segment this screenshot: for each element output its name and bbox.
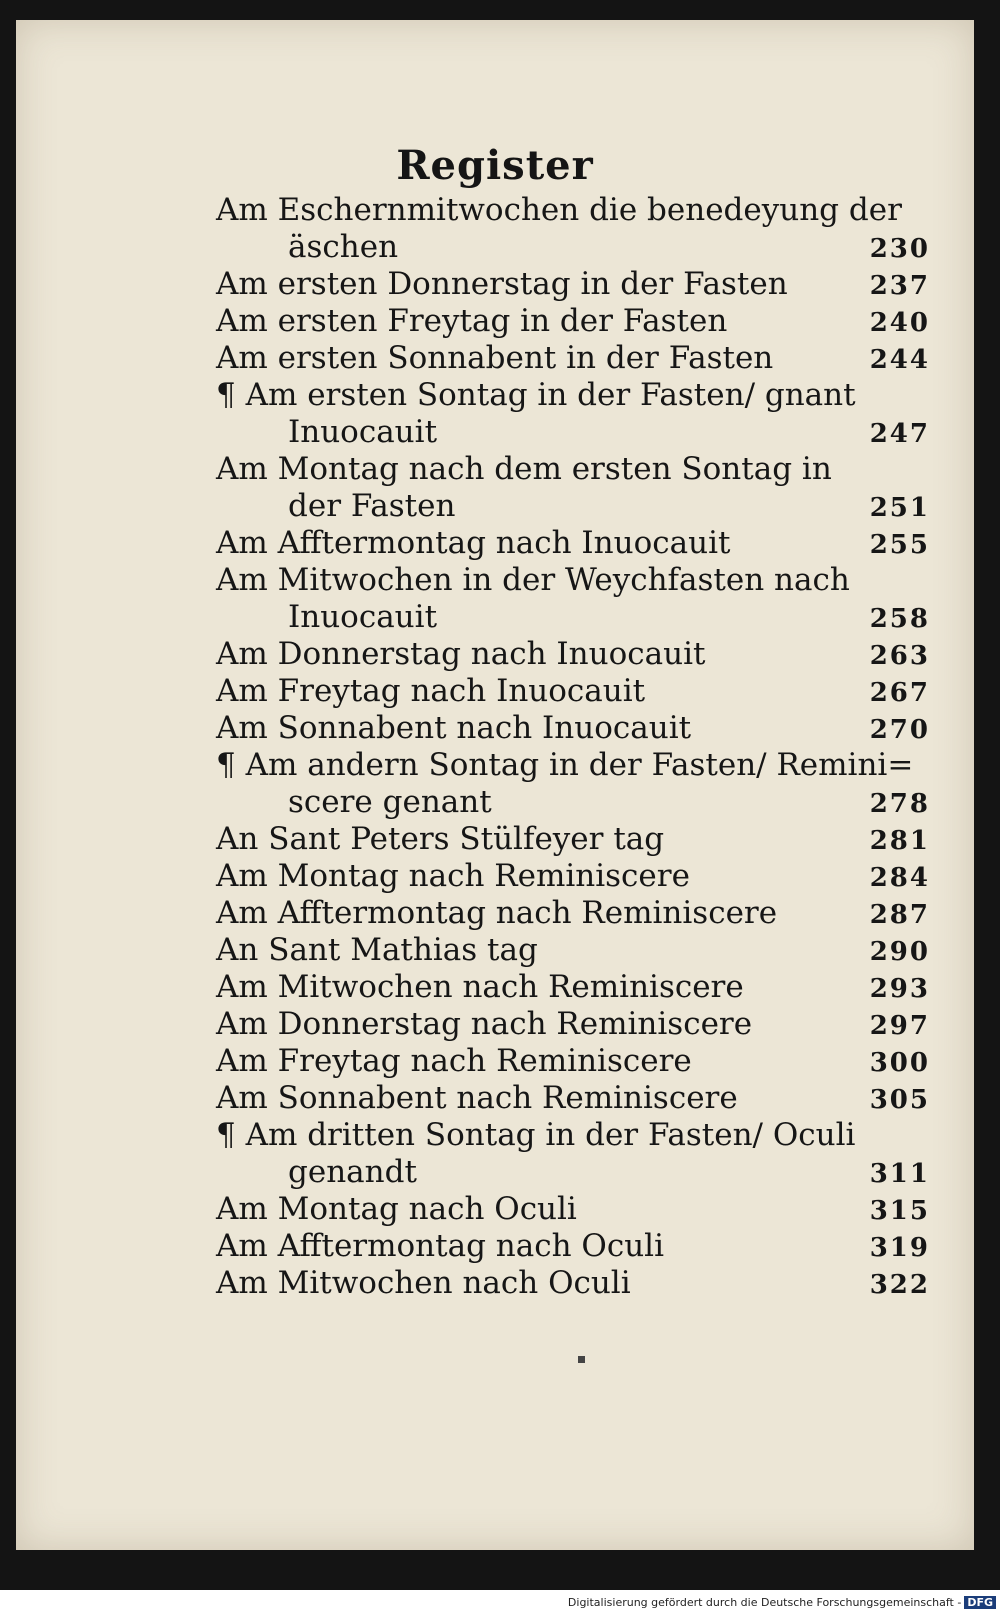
entry-page-number: 278 bbox=[869, 789, 930, 819]
entry-title: Am Mitwochen nach Oculi bbox=[216, 1265, 631, 1301]
register-entry bbox=[216, 377, 956, 451]
entry-page-number: 305 bbox=[869, 1085, 930, 1115]
register-entry bbox=[216, 1080, 956, 1117]
ink-dot bbox=[578, 1356, 585, 1363]
register-entry bbox=[216, 340, 956, 377]
register-entry bbox=[216, 1043, 956, 1080]
register-entry bbox=[216, 1265, 956, 1302]
register-entry bbox=[216, 451, 956, 525]
entry-title: Am Sonnabent nach Reminiscere bbox=[216, 1080, 738, 1116]
entry-page-number: 311 bbox=[869, 1159, 930, 1189]
register-entry bbox=[216, 192, 956, 266]
entry-title-continuation: Inuocauit bbox=[288, 599, 438, 635]
entry-page-number: 263 bbox=[869, 641, 930, 671]
register-entry bbox=[216, 673, 956, 710]
register-entry bbox=[216, 636, 956, 673]
entry-page-number: 322 bbox=[869, 1270, 930, 1300]
entry-title: Am Freytag nach Inuocauit bbox=[216, 673, 646, 709]
register-entry bbox=[216, 1191, 956, 1228]
digitization-credit bbox=[568, 1596, 996, 1609]
entry-page-number: 290 bbox=[869, 937, 930, 967]
register-entry bbox=[216, 1006, 956, 1043]
entry-title: Am Afftermontag nach Inuocauit bbox=[216, 525, 731, 561]
entry-title: ¶ Am dritten Sontag in der Fasten/ Oculi bbox=[216, 1117, 856, 1153]
register-entry bbox=[216, 858, 956, 895]
entry-title: Am ersten Sonnabent in der Fasten bbox=[216, 340, 774, 376]
entry-title: Am Montag nach Reminiscere bbox=[216, 858, 690, 894]
entry-page-number: 258 bbox=[869, 604, 930, 634]
register-entry bbox=[216, 562, 956, 636]
entry-title: An Sant Peters Stülfeyer tag bbox=[216, 821, 665, 857]
entry-page-number: 267 bbox=[869, 678, 930, 708]
entry-title: Am Eschernmitwochen die benedeyung der bbox=[216, 192, 902, 228]
register-heading: Register bbox=[396, 142, 594, 189]
register-entry-list bbox=[216, 192, 956, 1302]
register-entry bbox=[216, 710, 956, 747]
register-entry bbox=[216, 747, 956, 821]
register-entry bbox=[216, 821, 956, 858]
entry-page-number: 281 bbox=[869, 826, 930, 856]
entry-title: Am Montag nach dem ersten Sontag in bbox=[216, 451, 832, 487]
entry-title: Am ersten Donnerstag in der Fasten bbox=[216, 266, 788, 302]
entry-title-continuation: scere genant bbox=[288, 784, 492, 820]
entry-title: Am Sonnabent nach Inuocauit bbox=[216, 710, 692, 746]
entry-title: An Sant Mathias tag bbox=[216, 932, 538, 968]
register-entry bbox=[216, 1228, 956, 1265]
register-entry bbox=[216, 969, 956, 1006]
entry-title: Am Donnerstag nach Inuocauit bbox=[216, 636, 706, 672]
entry-title-continuation: Inuocauit bbox=[288, 414, 438, 450]
entry-page-number: 244 bbox=[869, 345, 930, 375]
credit-text: Digitalisierung gefördert durch die Deutsche Forschungsgemeinschaft - bbox=[567, 1596, 962, 1609]
entry-title: Am Mitwochen in der Weychfasten nach bbox=[216, 562, 850, 598]
register-entry bbox=[216, 1117, 956, 1191]
entry-page-number: 297 bbox=[869, 1011, 930, 1041]
entry-title: ¶ Am andern Sontag in der Fasten/ Remini= bbox=[216, 747, 914, 783]
entry-page-number: 237 bbox=[869, 271, 930, 301]
entry-page-number: 270 bbox=[869, 715, 930, 745]
entry-page-number: 287 bbox=[869, 900, 930, 930]
entry-page-number: 247 bbox=[869, 419, 930, 449]
book-page bbox=[16, 20, 974, 1550]
dfg-logo: DFG bbox=[964, 1596, 996, 1609]
entry-page-number: 255 bbox=[869, 530, 930, 560]
entry-title: Am Montag nach Oculi bbox=[216, 1191, 577, 1227]
register-entry bbox=[216, 895, 956, 932]
entry-page-number: 315 bbox=[869, 1196, 930, 1226]
entry-title-continuation: äschen bbox=[288, 229, 399, 265]
entry-title: Am Donnerstag nach Reminiscere bbox=[216, 1006, 753, 1042]
register-entry bbox=[216, 266, 956, 303]
register-entry bbox=[216, 525, 956, 562]
entry-title: Am Mitwochen nach Reminiscere bbox=[216, 969, 744, 1005]
register-entry bbox=[216, 932, 956, 969]
entry-title: Am Afftermontag nach Oculi bbox=[216, 1228, 664, 1264]
entry-page-number: 319 bbox=[869, 1233, 930, 1263]
entry-title: Am ersten Freytag in der Fasten bbox=[216, 303, 728, 339]
entry-page-number: 230 bbox=[869, 234, 930, 264]
entry-page-number: 300 bbox=[869, 1048, 930, 1078]
entry-page-number: 284 bbox=[869, 863, 930, 893]
entry-title: Am Afftermontag nach Reminiscere bbox=[216, 895, 778, 931]
entry-title: Am Freytag nach Reminiscere bbox=[216, 1043, 692, 1079]
entry-title-continuation: der Fasten bbox=[288, 488, 456, 524]
entry-title: ¶ Am ersten Sontag in der Fasten/ gnant bbox=[216, 377, 856, 413]
register-entry bbox=[216, 303, 956, 340]
entry-title-continuation: genandt bbox=[288, 1154, 417, 1190]
entry-page-number: 240 bbox=[869, 308, 930, 338]
entry-page-number: 293 bbox=[869, 974, 930, 1004]
entry-page-number: 251 bbox=[869, 493, 930, 523]
